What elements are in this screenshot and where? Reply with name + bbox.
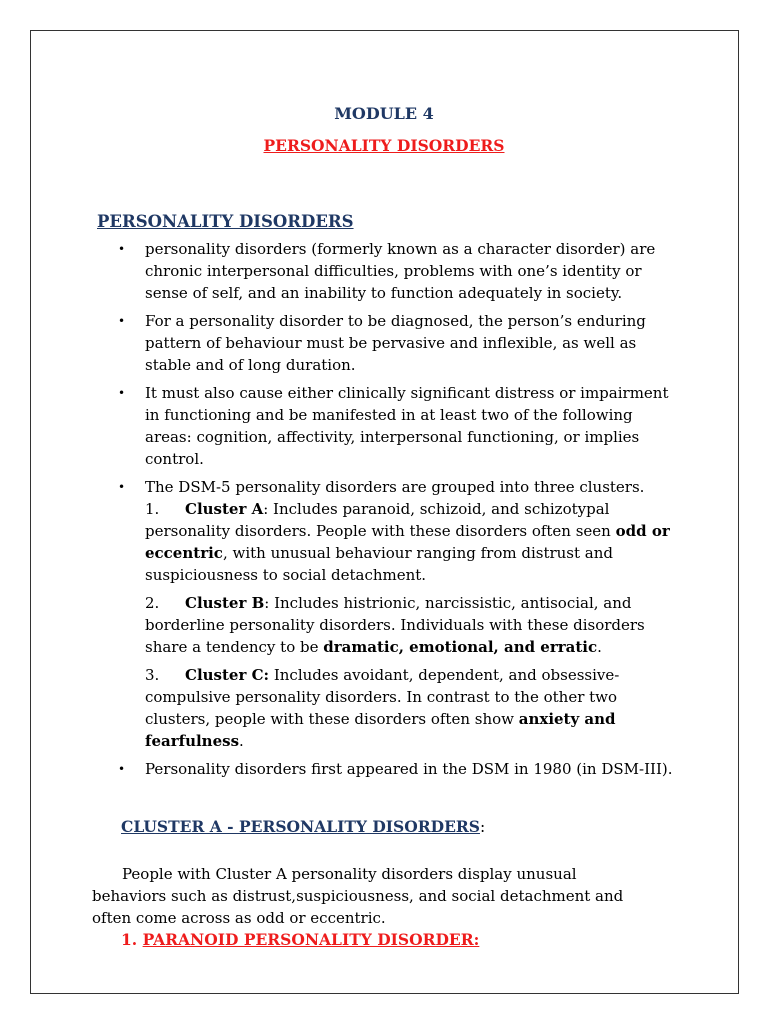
section-heading: PERSONALITY DISORDERS [97, 212, 354, 231]
bullet-icon: • [118, 386, 126, 400]
bullet-text: The DSM-5 personality disorders are grouped into three clusters. [145, 478, 645, 496]
bullet-icon: • [118, 314, 126, 328]
bullet-text: personality disorders (formerly known as a character disorder) are chronic interpersonal difficulties, problems with one’s identity or sense of self, and an inability to function adequately in society. [145, 240, 656, 302]
bullet-icon: • [118, 242, 126, 256]
list-item [115, 310, 675, 376]
cluster-number: 2. [145, 594, 160, 612]
bullet-text: Personality disorders first appeared in the DSM in 1980 (in DSM-III). [145, 760, 673, 778]
cluster-name: Cluster C: [185, 666, 270, 684]
cluster-text-end: . [239, 732, 244, 750]
cluster-number: 1. [145, 500, 160, 518]
cluster-list [145, 498, 675, 752]
cluster-emphasis: dramatic, emotional, and erratic [323, 638, 598, 656]
paranoid-heading-text: PARANOID PERSONALITY DISORDER: [142, 930, 480, 949]
bullet-icon: • [118, 762, 126, 776]
cluster-a-heading-text: CLUSTER A - PERSONALITY DISORDERS [121, 817, 480, 836]
list-item [115, 476, 675, 752]
cluster-text-end: . [597, 638, 602, 656]
cluster-emphasis: anxiety and fearfulness [145, 710, 616, 750]
cluster-text: : Includes paranoid, schizoid, and schizotypal personality disorders. People with these disorders often seen [145, 500, 616, 540]
bullet-text: For a personality disorder to be diagnosed, the person’s enduring pattern of behaviour must be pervasive and inflexible, as well as stable and of long duration. [145, 312, 646, 374]
list-item [115, 238, 675, 304]
cluster-a-colon: : [479, 818, 486, 836]
subject-title: PERSONALITY DISORDERS [263, 136, 505, 155]
cluster-text: : Includes histrionic, narcissistic, antisocial, and borderline personality disorders. Individuals with these disorders share a tendency to be [145, 594, 645, 656]
list-item [115, 758, 675, 780]
module-title: MODULE 4 [334, 104, 434, 123]
paranoid-heading [121, 930, 479, 949]
cluster-text: Includes avoidant, dependent, and obsessive-compulsive personality disorders. In contrast to the other two clusters, people with these disorders often show [145, 666, 620, 728]
cluster-item [145, 664, 675, 752]
bullet-text: It must also cause either clinically significant distress or impairment in functioning and be manifested in at least two of the following areas: cognition, affectivity, interpersonal functioning, or implies control. [145, 384, 669, 468]
bullet-list [115, 238, 675, 786]
cluster-a-heading [121, 817, 485, 836]
cluster-text-end: , with unusual behaviour ranging from distrust and suspiciousness to social detachment. [145, 544, 614, 584]
cluster-name: Cluster B [185, 594, 265, 612]
cluster-emphasis: odd or eccentric [145, 522, 670, 562]
bullet-icon: • [118, 480, 126, 494]
cluster-a-intro: People with Cluster A personality disorders display unusual behaviors such as distrust,suspiciousness, and social detachment and often come across as odd or eccentric. [92, 865, 624, 927]
cluster-item [145, 592, 675, 658]
cluster-name: Cluster A [185, 500, 264, 518]
list-item [115, 382, 675, 470]
cluster-item [145, 498, 675, 586]
cluster-number: 3. [145, 666, 160, 684]
paranoid-number: 1. [121, 930, 138, 949]
